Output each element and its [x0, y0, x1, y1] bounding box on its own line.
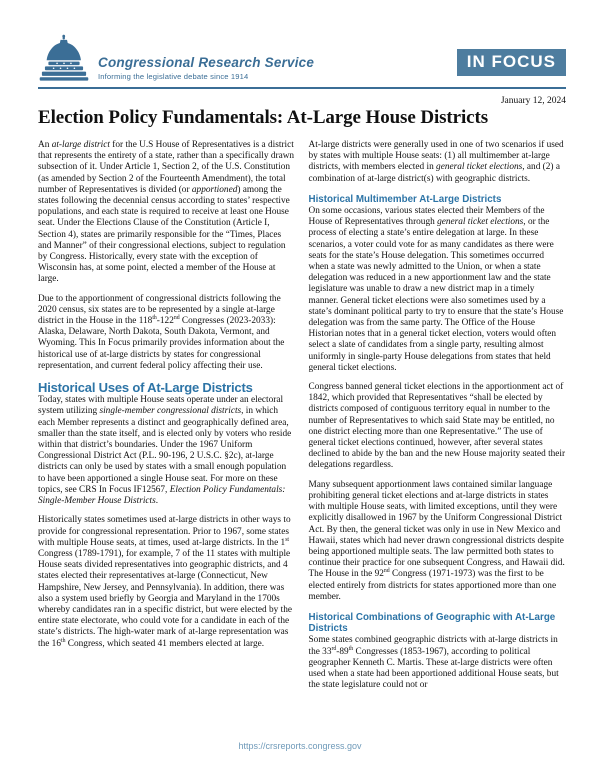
- paragraph-two-scenarios: At-large districts were generally used in one of two scenarios if used by states with multiple House seats: (1) all multimember at-large districts, with members elected in general ticket elections, and (2) a combination of at-large district(s) with geographic districts.: [308, 140, 564, 184]
- brand-text: [98, 55, 314, 84]
- paragraph-combined-districts: Some states combined geographic districts with at-large districts in the 33rd-89th Congresses (1853-1967), according to political geographer Kenneth C. Martis. These at-large districts were often used when a state had been apportioned additional House seats, but the state legislature could not or: [308, 635, 559, 691]
- crs-brand: [38, 34, 314, 84]
- paragraph-historical-usage: Historically states sometimes used at-large districts in other ways to provide for congressional representation. Prior to 1967, some states with multiple House seats, at times, used at-large districts. In the 1st Congress (1789-1791), for example, 7 of the 11 states with multiple House seats divided representatives into geographic districts, and 4 states elected their representatives at-large (Connecticut, New Hampshire, New Jersey, and Pennsylvania). In addition, there was also a system used briefly by Georgia and Maryland in the 1700s whereby candidates ran in a specific district, but were elected by the entire state electorate, who could vote for a candidate in each of the state’s districts. The high-water mark of at-large representation was the 16th Congress, which seated 41 members elected at large.: [38, 515, 293, 649]
- capitol-dome-logo-icon: [38, 34, 90, 84]
- header: [38, 34, 566, 84]
- paragraph-apportionment: Due to the apportionment of congressional districts following the 2020 census, six states are to be represented by a single at-large district in the House in the 118th-122nd Congresses (2023-2033): Alaska, Delaware, North Dakota, South Dakota, Vermont, and Wyoming. This In Focus primarily provides information about the historical use of at-large districts by states for congressional representation, and current federal policy affecting their use.: [38, 293, 285, 371]
- in-focus-badge: IN FOCUS: [457, 49, 566, 76]
- left-column: [38, 140, 296, 699]
- paragraph-subsequent-laws: Many subsequent apportionment laws contained similar language prohibiting general ticket elections and at-large districts in states with multiple House seats, with limited exceptions, until they were explicitly disallowed in 1967 by the Uniform Congressional District Act. By then, the general ticket was only in use in New Mexico and Hawaii, states which had never drawn congressional districts despite being apportioned multiple seats. The law permitted both states to continue their practice for one subsequent Congress, and Hawaii did. The House in the 92nd Congress (1971-1973) was the first to be elected entirely from districts for states apportioned more than one member.: [308, 479, 565, 602]
- org-name: Congressional Research Service: [98, 55, 315, 70]
- org-tagline: Informing the legislative debate since 1914: [98, 72, 249, 81]
- subheading-combinations: Historical Combinations of Geographic with At-Large Districts: [308, 611, 556, 635]
- document-date: January 12, 2024: [500, 96, 566, 106]
- subheading-multimember: Historical Multimember At-Large Districts: [308, 193, 502, 205]
- document-title: Election Policy Fundamentals: At-Large House Districts: [38, 107, 489, 128]
- crs-reports-link[interactable]: https://crsreports.congress.gov: [238, 741, 362, 751]
- paragraph-general-ticket: On some occasions, various states elected their Members of the House of Representatives through general ticket elections, or the process of electing a state’s entire delegation at large. In these scenarios, a voter could vote for as many candidates as there were seats for the state’s House delegation. This sometimes occurred when a state was newly admitted to the Union, or when a state delegation was reduced in a new apportionment law and the state legislature was unable to draw a new district map in a timely manner. General ticket elections were also sometimes used by a state’s dominant political party to try to ensure that the state’s House delegation was from the same party. The Office of the House Historian notes that in a general ticket election, voters would often select a slate of candidates from a single party, resulting almost uniformly in single-party House delegations from states that held general ticket elections.: [308, 206, 564, 373]
- right-column: [309, 140, 567, 699]
- section-heading-historical-uses: Historical Uses of At-Large Districts: [38, 380, 253, 396]
- header-rule: [38, 87, 566, 89]
- body-columns: [38, 140, 566, 699]
- paragraph-single-member: Today, states with multiple House seats operate under an electoral system utilizing single-member congressional districts, in which each Member represents a distinct and geographically defined area, smaller than the state itself, and is elected only by voters who reside within that district’s boundaries. Under the 1967 Uniform Congressional District Act (P.L. 90-196, 2 U.S.C. §2c), at-large districts can only be used by states with a small enough population to have been apportioned a single House seat. For more on these topics, see CRS In Focus IF12567, Election Policy Fundamentals: Single-Member House Districts.: [38, 395, 292, 507]
- paragraph-1842-ban: Congress banned general ticket elections in the apportionment act of 1842, which provided that Representatives “shall be elected by districts composed of contiguous territory equal in number to the number of Representatives to which said State may be entitled, no one district electing more than one Representative.” The use of general ticket elections continued, however, after several states declined to abide by the ban and the new House majority seated their delegations regardless.: [308, 382, 566, 471]
- footer: [0, 736, 600, 754]
- paragraph-intro: An at-large district for the U.S House of Representatives is a district that represents the entirety of a state, rather than a specifically drawn subsection of it. Under Article 1, Section 2, of the U.S. Constitution (as amended by Section 2 of the Fourteenth Amendment), the total number of Representatives is divided (or apportioned) among the states following the decennial census according to states’ respective populations, and each state is required to receive at least one House seat. Under the Elections Clause of the Constitution (Article I, Section 4), states are primarily responsible for the “Times, Places and Manner” of their congressional elections, subject to regulation by Congress. Historically, every state with the exception of Wisconsin has, at some point, elected a member of the House at large.: [38, 140, 295, 285]
